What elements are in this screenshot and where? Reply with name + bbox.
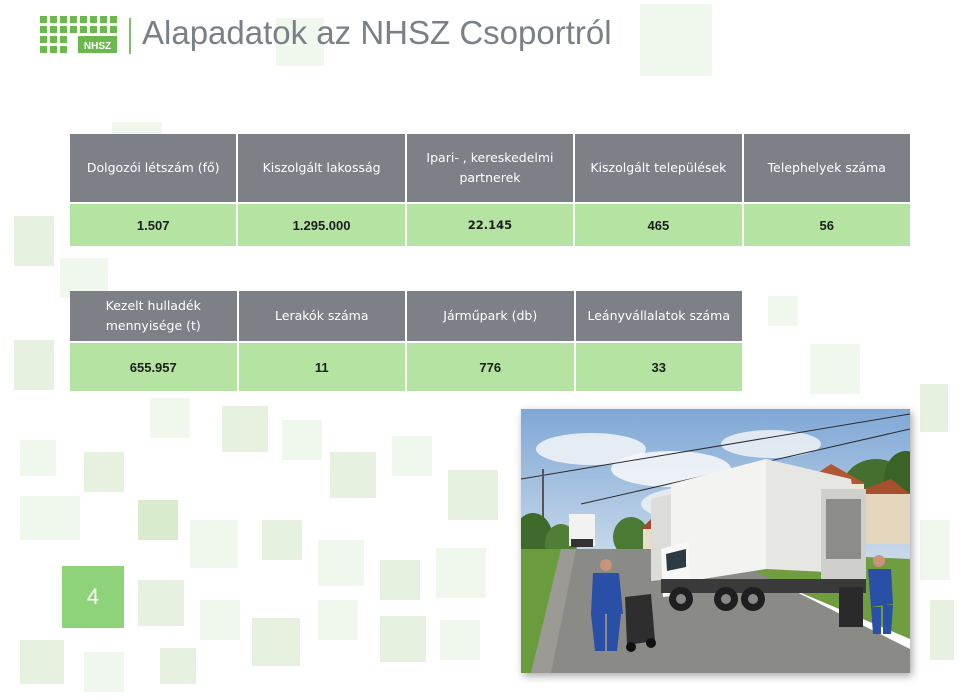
- value-employees: 1.507: [70, 204, 236, 246]
- header-sites: Telephelyek száma: [744, 134, 910, 202]
- header-waste-amount: Kezelt hulladék mennyisége (t): [70, 291, 237, 341]
- header-fleet: Járműpark (db): [407, 291, 574, 341]
- table-value-row: [70, 204, 910, 246]
- page-number: 4: [62, 566, 124, 628]
- table-header-row: [70, 291, 742, 341]
- value-subsidiaries: 33: [576, 343, 743, 391]
- header-population: Kiszolgált lakosság: [238, 134, 404, 202]
- value-waste-amount: 655.957: [70, 343, 237, 391]
- value-sites: 56: [744, 204, 910, 246]
- logo-text: NHSZ: [83, 41, 112, 52]
- value-landfills: 11: [239, 343, 406, 391]
- header-divider: [129, 18, 131, 54]
- header-employees: Dolgozói létszám (fő): [70, 134, 236, 202]
- value-settlements: 465: [575, 204, 741, 246]
- header-partners: Ipari- , kereskedelmi partnerek: [407, 134, 573, 202]
- header-subsidiaries: Leányvállalatok száma: [576, 291, 743, 341]
- header-settlements: Kiszolgált települések: [575, 134, 741, 202]
- page-title: Alapadatok az NHSZ Csoportról: [142, 14, 612, 51]
- table-value-row: [70, 343, 742, 391]
- nhsz-logo: [40, 16, 120, 56]
- stats-table-primary: [68, 132, 912, 248]
- table-header-row: [70, 134, 910, 202]
- garbage-truck-photo: [521, 409, 910, 673]
- value-partners: 22.145: [407, 204, 573, 246]
- header-landfills: Lerakók száma: [239, 291, 406, 341]
- value-population: 1.295.000: [238, 204, 404, 246]
- value-fleet: 776: [407, 343, 574, 391]
- stats-table-secondary: [68, 289, 744, 393]
